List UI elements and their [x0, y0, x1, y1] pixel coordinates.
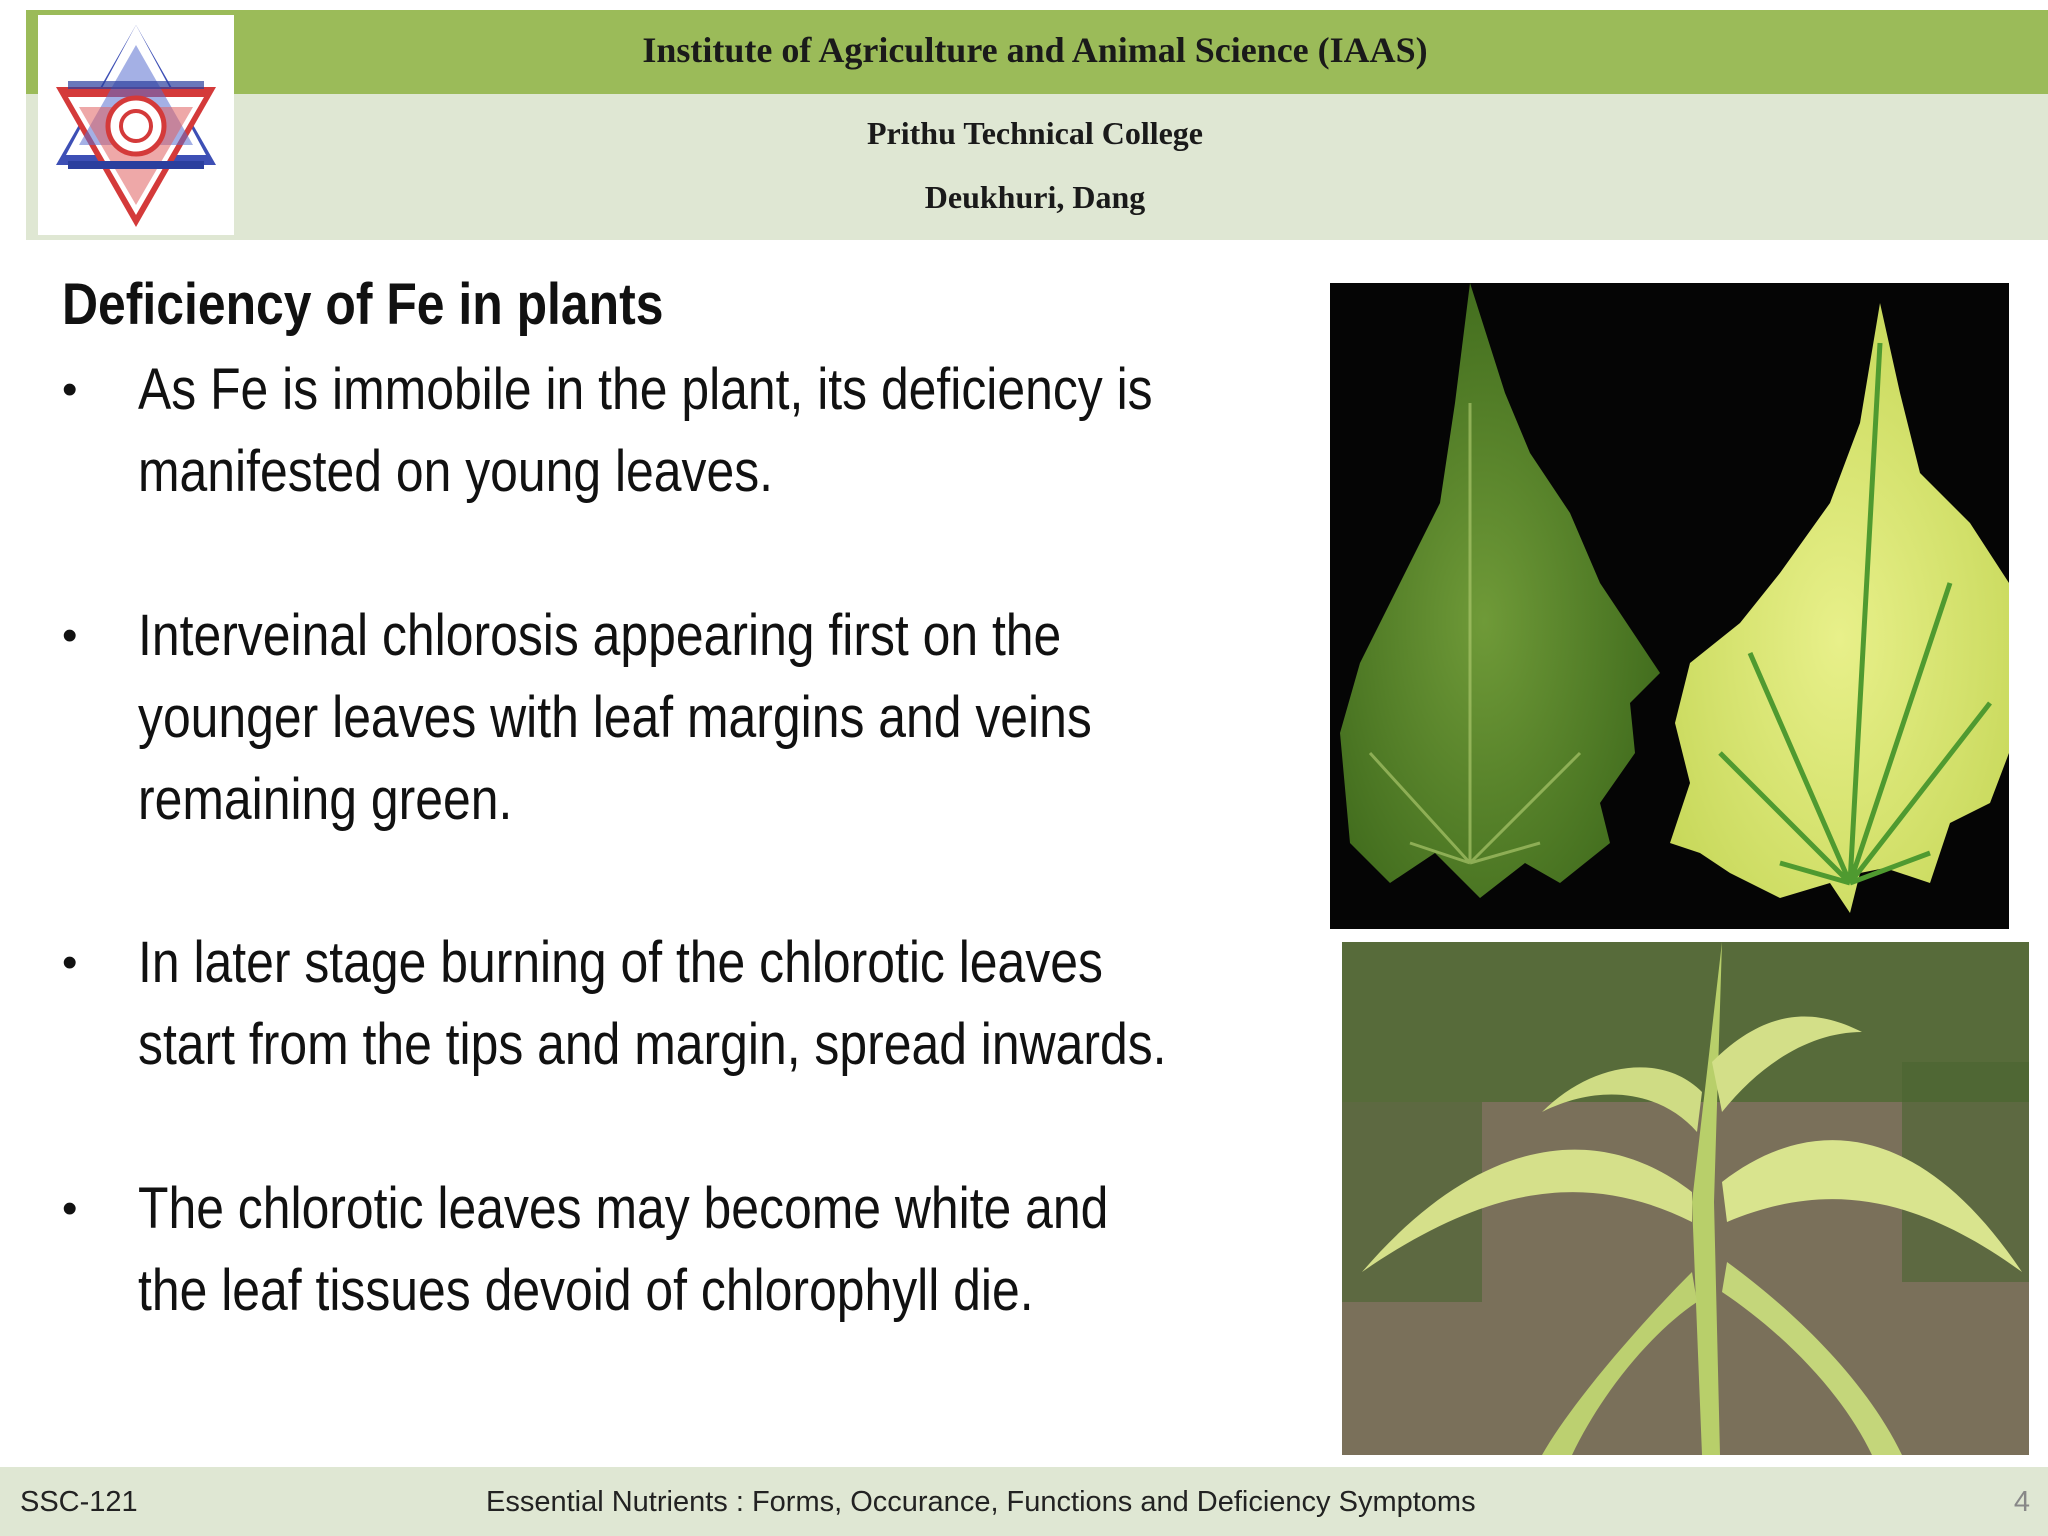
bullet-marker: • — [62, 938, 78, 987]
bullet-text: The chlorotic leaves may become white and the leaf tissues devoid of chlorophyll die. — [138, 1176, 1109, 1323]
course-code: SSC-121 — [20, 1486, 138, 1518]
logo — [38, 15, 234, 235]
bullet-marker: • — [62, 1184, 78, 1233]
corn-image — [1342, 942, 2029, 1455]
bullet-text: As Fe is immobile in the plant, its deficiency is manifested on young leaves. — [138, 357, 1153, 504]
leaf-image — [1330, 283, 2009, 929]
slide-title: Deficiency of Fe in plants — [62, 272, 664, 337]
college-name: Prithu Technical College — [867, 115, 1203, 151]
footer-topic: Essential Nutrients : Forms, Occurance, Functions and Deficiency Symptoms — [486, 1486, 1476, 1518]
institute-title: Institute of Agriculture and Animal Science (IAAS) — [642, 30, 1428, 70]
bullet-text: In later stage burning of the chlorotic leaves start from the tips and margin, spread inwards. — [138, 930, 1167, 1077]
corn-plant-photo — [1342, 942, 2029, 1455]
page-number: 4 — [2013, 1486, 2030, 1518]
college-location: Deukhuri, Dang — [924, 179, 1146, 215]
leaf-comparison-photo — [1330, 283, 2009, 929]
tribhuvan-university-logo-icon — [38, 15, 234, 235]
bullet-text: Interveinal chlorosis appearing first on the younger leaves with leaf margins and veins remaining green. — [138, 603, 1092, 832]
bullet-marker: • — [62, 611, 78, 660]
bullet-marker: • — [62, 365, 78, 414]
